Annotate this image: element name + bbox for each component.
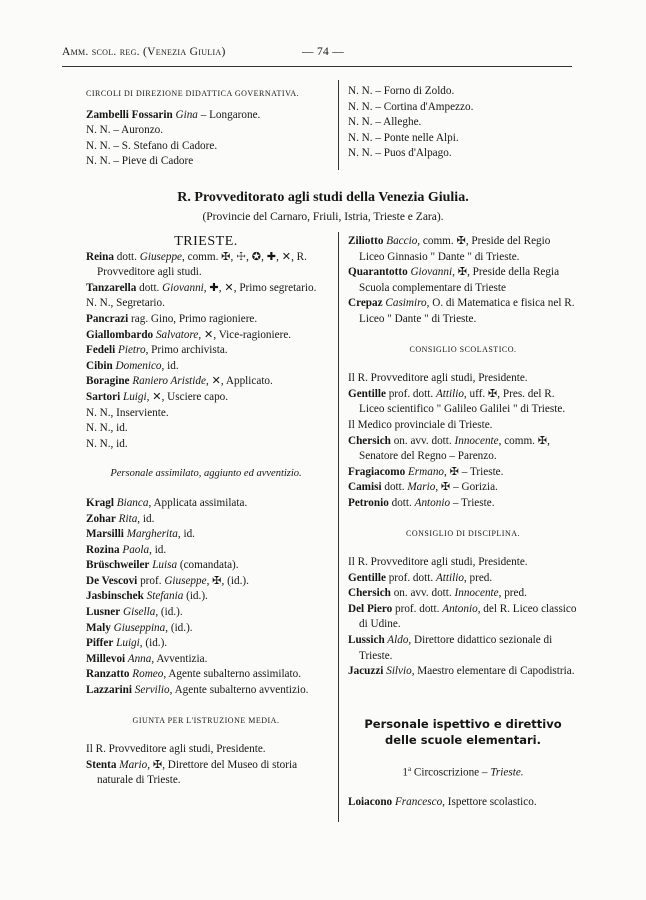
list-item: Ranzatto Romeo, Agente subalterno assimilato.	[86, 668, 302, 681]
list-item: N. N. – Auronzo.	[86, 124, 164, 137]
header-rule	[62, 66, 572, 67]
list-item: N. N. – Ponte nelle Alpi.	[348, 131, 459, 144]
list-item: Stenta Mario, ✠, Direttore del Museo di storia naturale di Trieste.	[86, 758, 298, 787]
subsection-heading: Personale assimilato, aggiunto ed avventizio.	[110, 468, 302, 480]
subsection-heading: CONSIGLIO SCOLASTICO.	[409, 344, 517, 354]
list-item: N. N. – Pieve di Cadore	[86, 155, 194, 168]
list-item: Millevoi Anna, Avventizia.	[86, 652, 208, 665]
list-item: Fragiacomo Ermano, ✠ – Trieste.	[348, 465, 504, 478]
running-head: Amm. scol. reg. (Venezia Giulia)	[62, 46, 226, 58]
section-heading: CIRCOLI DI DIREZIONE DIDATTICA GOVERNATIVA.	[86, 89, 300, 98]
list-item: Zohar Rita, id.	[86, 512, 155, 525]
list-item: Zambelli Fossarin Gina – Longarone.	[86, 108, 261, 121]
list-item: Gentille prof. dott. Attilio, uff. ✠, Pres. del R. Liceo scientifico " Galileo Galilei " di Trieste.	[348, 387, 566, 416]
list-item: Kragl Bianca, Applicata assimilata.	[86, 496, 248, 509]
section-heading-bold: delle scuole elementari.	[385, 732, 541, 747]
list-item: Rozina Paola, id.	[86, 543, 167, 556]
list-item: Chersich on. avv. dott. Innocente, comm. ✠, Senatore del Regno – Parenzo.	[348, 434, 550, 463]
list-item: Chersich on. avv. dott. Innocente, pred.	[348, 587, 527, 600]
list-item: Sartori Luigi, ✕, Usciere capo.	[86, 390, 229, 403]
list-item: Lusner Gisella, (id.).	[86, 606, 183, 619]
list-item: N. N., Inserviente.	[86, 406, 169, 419]
list-item: Gentille prof. dott. Attilio, pred.	[348, 571, 493, 584]
list-item: Giallombardo Salvatore, ✕, Vice-ragioniere.	[86, 328, 292, 341]
list-item: Lazzarini Servilio, Agente subalterno avventizio.	[86, 684, 309, 697]
list-item: Boragine Raniero Aristide, ✕, Applicato.	[86, 375, 273, 388]
list-item: Jasbinschek Stefania (id.).	[86, 590, 208, 603]
city-heading: TRIESTE.	[174, 234, 238, 249]
section-title: R. Provveditorato agli studi della Venezia Giulia.	[177, 190, 469, 205]
main-column-divider	[338, 232, 339, 822]
list-item: De Vescovi prof. Giuseppe, ✠, (id.).	[86, 574, 249, 587]
top-left-column	[86, 86, 326, 170]
section-heading-bold: Personale ispettivo e direttivo	[364, 716, 562, 731]
list-item: Jacuzzi Silvio, Maestro elementare di Capodistria.	[348, 665, 575, 678]
list-item: N. N. – Alleghe.	[348, 116, 422, 129]
list-item: Piffer Luigi, (id.).	[86, 637, 168, 650]
list-item: N. N. – Forno di Zoldo.	[348, 85, 455, 97]
list-item: Loiacono Francesco, Ispettore scolastico.	[348, 796, 537, 809]
list-item: Il R. Provveditore agli studi, Presidente.	[348, 372, 528, 385]
right-column	[348, 234, 578, 811]
list-item: N. N. – S. Stefano di Cadore.	[86, 139, 218, 152]
list-item: Crepaz Casimiro, O. di Matematica e fisica nel R. Liceo " Dante " di Trieste.	[348, 297, 575, 325]
list-item: Il R. Provveditore agli studi, Presidente.	[86, 743, 266, 756]
subsection-heading: GIUNTA PER L'ISTRUZIONE MEDIA.	[132, 715, 280, 725]
page-number: — 74 —	[302, 46, 345, 58]
list-item: Cibin Domenico, id.	[86, 359, 179, 372]
list-item: Camisi dott. Mario, ✠ – Gorizia.	[348, 481, 498, 494]
list-item: Maly Giuseppina, (id.).	[86, 621, 193, 634]
list-item: Ziliotto Baccio, comm. ✠, Preside del Regio Liceo Ginnasio " Dante " di Trieste.	[348, 235, 551, 263]
list-item: Petronio dott. Antonio – Trieste.	[348, 496, 495, 509]
top-right-column	[348, 84, 578, 162]
top-column-divider	[338, 80, 339, 170]
list-item: N. N. – Puos d'Alpago.	[348, 147, 452, 160]
list-item: N. N. – Cortina d'Ampezzo.	[348, 100, 474, 113]
list-item: Pancrazi rag. Gino, Primo ragioniere.	[86, 312, 258, 325]
list-item: Il Medico provinciale di Trieste.	[348, 418, 493, 431]
list-item: Reina dott. Giuseppe, comm. ✠, ☩, ✪, ✚, ✕, R. Provveditore agli studi.	[86, 250, 307, 279]
list-item: Il R. Provveditore agli studi, Presidente.	[348, 556, 528, 569]
list-item: N. N., id.	[86, 437, 128, 450]
district-heading: 1$^a$ Circoscrizione – Trieste.	[402, 764, 524, 779]
subsection-heading: CONSIGLIO DI DISCIPLINA.	[406, 528, 520, 538]
list-item: Fedeli Pietro, Primo archivista.	[86, 344, 228, 357]
list-item: Marsilli Margherita, id.	[86, 528, 195, 541]
list-item: N. N., Segretario.	[86, 297, 165, 310]
list-item: Lussich Aldo, Direttore didattico sezionale di Trieste.	[348, 634, 553, 662]
list-item: Brüschweiler Luisa (comandata).	[86, 559, 239, 572]
list-item: N. N., id.	[86, 422, 128, 435]
list-item: Quarantotto Giovanni, ✠, Preside della Regia Scuola complementare di Trieste	[348, 266, 560, 294]
list-item: Tanzarella dott. Giovanni, ✚, ✕, Primo segretario.	[86, 281, 317, 294]
list-item: Del Piero prof. dott. Antonio, del R. Liceo classico di Udine.	[348, 602, 577, 631]
left-column	[86, 234, 326, 789]
section-subtitle: (Provincie del Carnaro, Friuli, Istria, Trieste e Zara).	[202, 211, 444, 223]
